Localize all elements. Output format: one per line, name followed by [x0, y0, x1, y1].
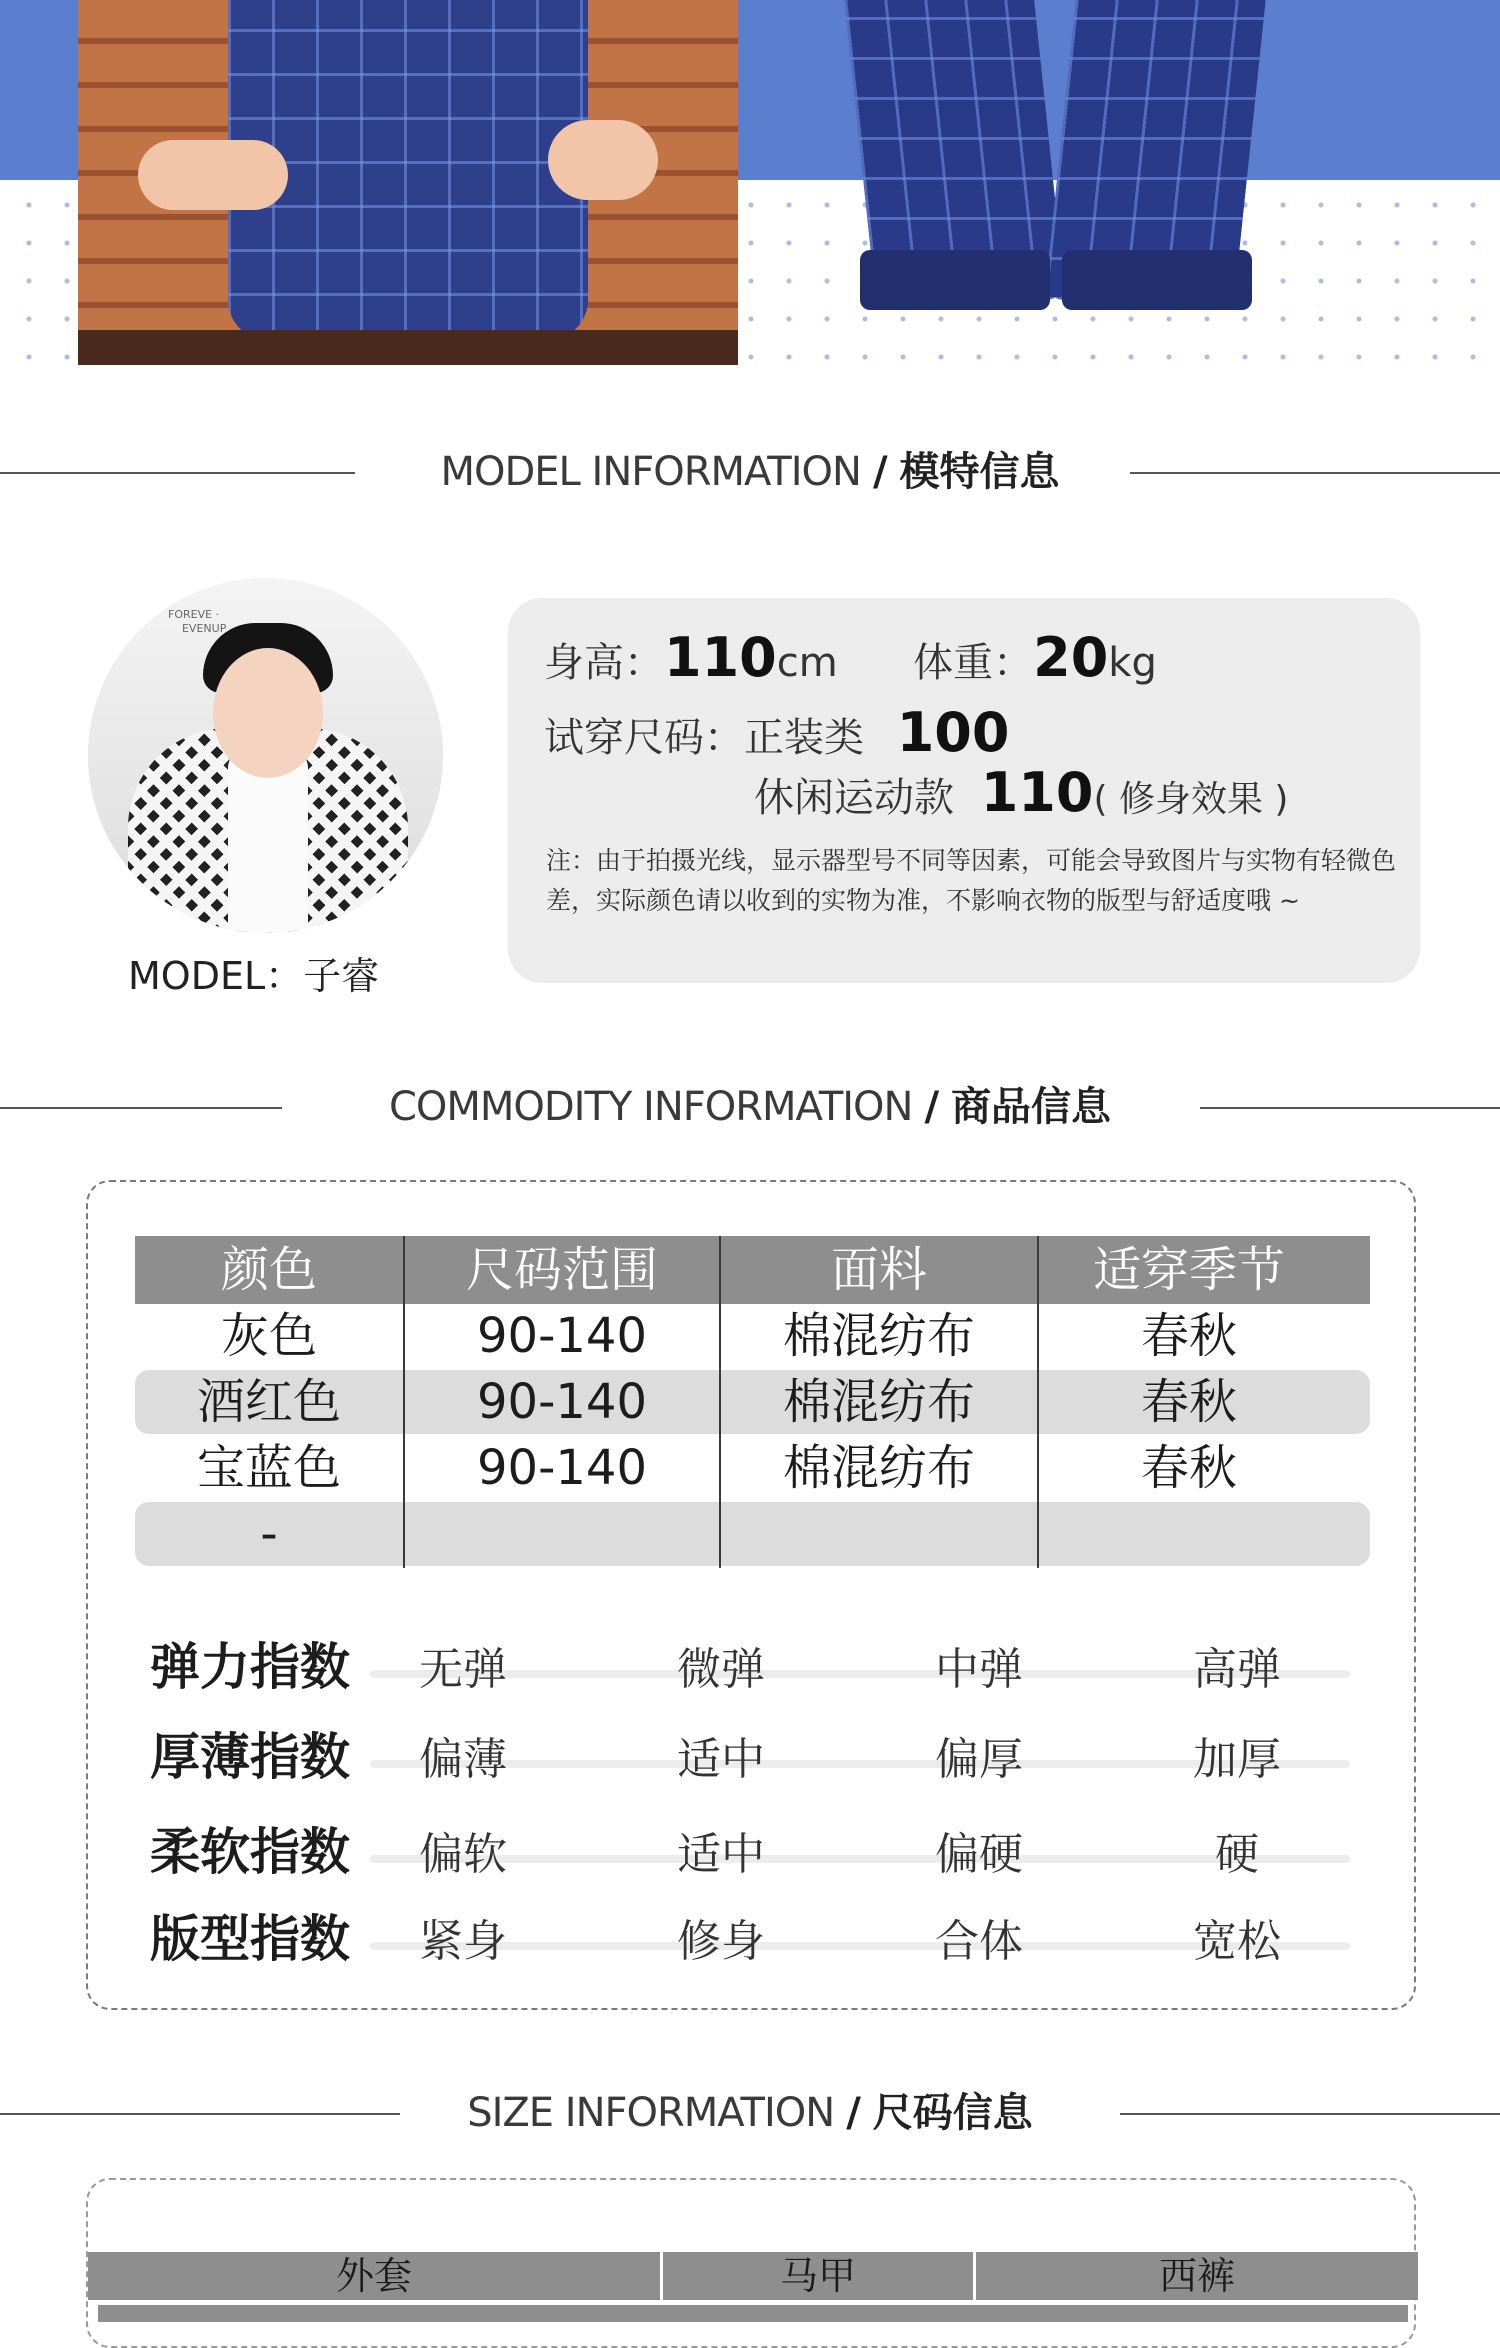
model-info-panel — [508, 598, 1420, 983]
index-option: 高弹 — [1193, 1644, 1281, 1695]
index-option: 宽松 — [1193, 1916, 1281, 1967]
index-row-fit — [150, 1904, 1350, 1974]
casual-value: 110 — [980, 761, 1094, 824]
table-row — [135, 1370, 1370, 1434]
index-label: 厚薄指数 — [150, 1728, 350, 1786]
index-row-elasticity — [150, 1632, 1350, 1702]
cell-fabric: 棉混纺布 — [782, 1308, 975, 1364]
title-separator: / — [846, 2090, 861, 2136]
cell-color: 酒红色 — [196, 1374, 341, 1430]
column-divider — [403, 1236, 405, 1568]
index-option: 适中 — [677, 1829, 765, 1880]
cell-size-range: 90-140 — [476, 1374, 647, 1430]
product-photo-plaid-trousers — [840, 0, 1280, 330]
index-label: 弹力指数 — [150, 1638, 350, 1696]
header-fabric: 面料 — [830, 1242, 927, 1298]
commodity-title-en: COMMODITY INFORMATION — [388, 1084, 913, 1130]
index-option: 偏硬 — [935, 1829, 1023, 1880]
product-photo-child-sitting — [78, 0, 738, 365]
index-option: 加厚 — [1193, 1734, 1281, 1785]
try-size-casual-row — [754, 761, 1288, 824]
column-divider — [1037, 1236, 1039, 1568]
table-row — [135, 1436, 1370, 1500]
height-value: 110 — [664, 626, 777, 689]
height-weight-row — [544, 626, 1157, 689]
index-option: 合体 — [935, 1916, 1023, 1967]
model-title-en: MODEL INFORMATION — [440, 449, 861, 495]
title-separator: / — [924, 1084, 940, 1130]
try-size-formal-row — [544, 701, 1009, 764]
commodity-title-cn: 商品信息 — [951, 1084, 1112, 1130]
header-size-range: 尺码范围 — [465, 1242, 658, 1298]
color-difference-note: 注：由于拍摄光线，显示器型号不同等因素，可能会导致图片与实物有轻微色差，实际颜色请以收到的实物为准，不影响衣物的版型与舒适度哦 ~ — [546, 846, 1397, 915]
commodity-title-text — [0, 1077, 1500, 1137]
index-row-softness — [150, 1817, 1350, 1887]
weight-unit: kg — [1108, 640, 1157, 686]
header-season: 适穿季节 — [1092, 1242, 1285, 1298]
index-option: 修身 — [677, 1916, 765, 1967]
product-photo-strip — [0, 0, 1500, 370]
size-section-title — [0, 2083, 1500, 2143]
model-name-label: MODEL：子睿 — [128, 954, 380, 998]
table-header-row — [135, 1236, 1370, 1304]
model-title-text — [0, 442, 1500, 502]
formal-label: 正装类 — [744, 715, 864, 761]
title-separator: / — [872, 449, 888, 495]
index-option: 适中 — [677, 1734, 765, 1785]
cell-fabric: 棉混纺布 — [782, 1440, 975, 1496]
casual-note: ( 修身效果 ) — [1093, 779, 1289, 820]
size-col-trousers: 西裤 — [1158, 2254, 1235, 2298]
formal-value: 100 — [896, 701, 1010, 764]
cell-color: 宝蓝色 — [196, 1440, 341, 1496]
cell-color: 灰色 — [220, 1308, 317, 1364]
model-section-title — [0, 442, 1500, 502]
height-unit: cm — [776, 640, 838, 686]
model-avatar: FOREVE · EVENUP — [88, 578, 443, 933]
cell-size-range: 90-140 — [476, 1440, 647, 1496]
column-divider — [719, 1236, 721, 1568]
cell-season: 春秋 — [1140, 1374, 1237, 1430]
cell-season: 春秋 — [1140, 1308, 1237, 1364]
index-row-thickness — [150, 1722, 1350, 1792]
cell-fabric: 棉混纺布 — [782, 1374, 975, 1430]
index-label: 版型指数 — [150, 1910, 350, 1968]
commodity-section-title — [0, 1077, 1500, 1137]
index-option: 硬 — [1215, 1829, 1259, 1880]
size-col-vest: 马甲 — [779, 2254, 856, 2298]
index-option: 微弹 — [677, 1644, 765, 1695]
size-table-header — [88, 2252, 1418, 2300]
model-title-cn: 模特信息 — [899, 449, 1060, 495]
weight-value: 20 — [1033, 626, 1109, 689]
index-option: 中弹 — [935, 1644, 1023, 1695]
cell-color: - — [260, 1506, 278, 1562]
cell-season: 春秋 — [1140, 1440, 1237, 1496]
weight-label: 体重： — [913, 640, 1034, 686]
table-row — [135, 1304, 1370, 1368]
index-option: 偏厚 — [935, 1734, 1023, 1785]
index-label: 柔软指数 — [150, 1823, 350, 1881]
index-option: 无弹 — [419, 1644, 507, 1695]
index-option: 偏薄 — [419, 1734, 507, 1785]
index-option: 偏软 — [419, 1829, 507, 1880]
cell-size-range: 90-140 — [476, 1308, 647, 1364]
height-label: 身高： — [544, 640, 664, 686]
casual-label: 休闲运动款 — [754, 775, 954, 821]
header-color: 颜色 — [220, 1242, 317, 1298]
size-table-subheader — [98, 2305, 1408, 2322]
table-row — [135, 1502, 1370, 1566]
size-title-cn: 尺码信息 — [872, 2090, 1033, 2136]
size-title-text — [0, 2083, 1500, 2143]
size-title-en: SIZE INFORMATION — [467, 2090, 835, 2136]
size-col-coat: 外套 — [335, 2254, 412, 2298]
try-size-label: 试穿尺码： — [544, 715, 744, 761]
index-option: 紧身 — [419, 1916, 507, 1967]
